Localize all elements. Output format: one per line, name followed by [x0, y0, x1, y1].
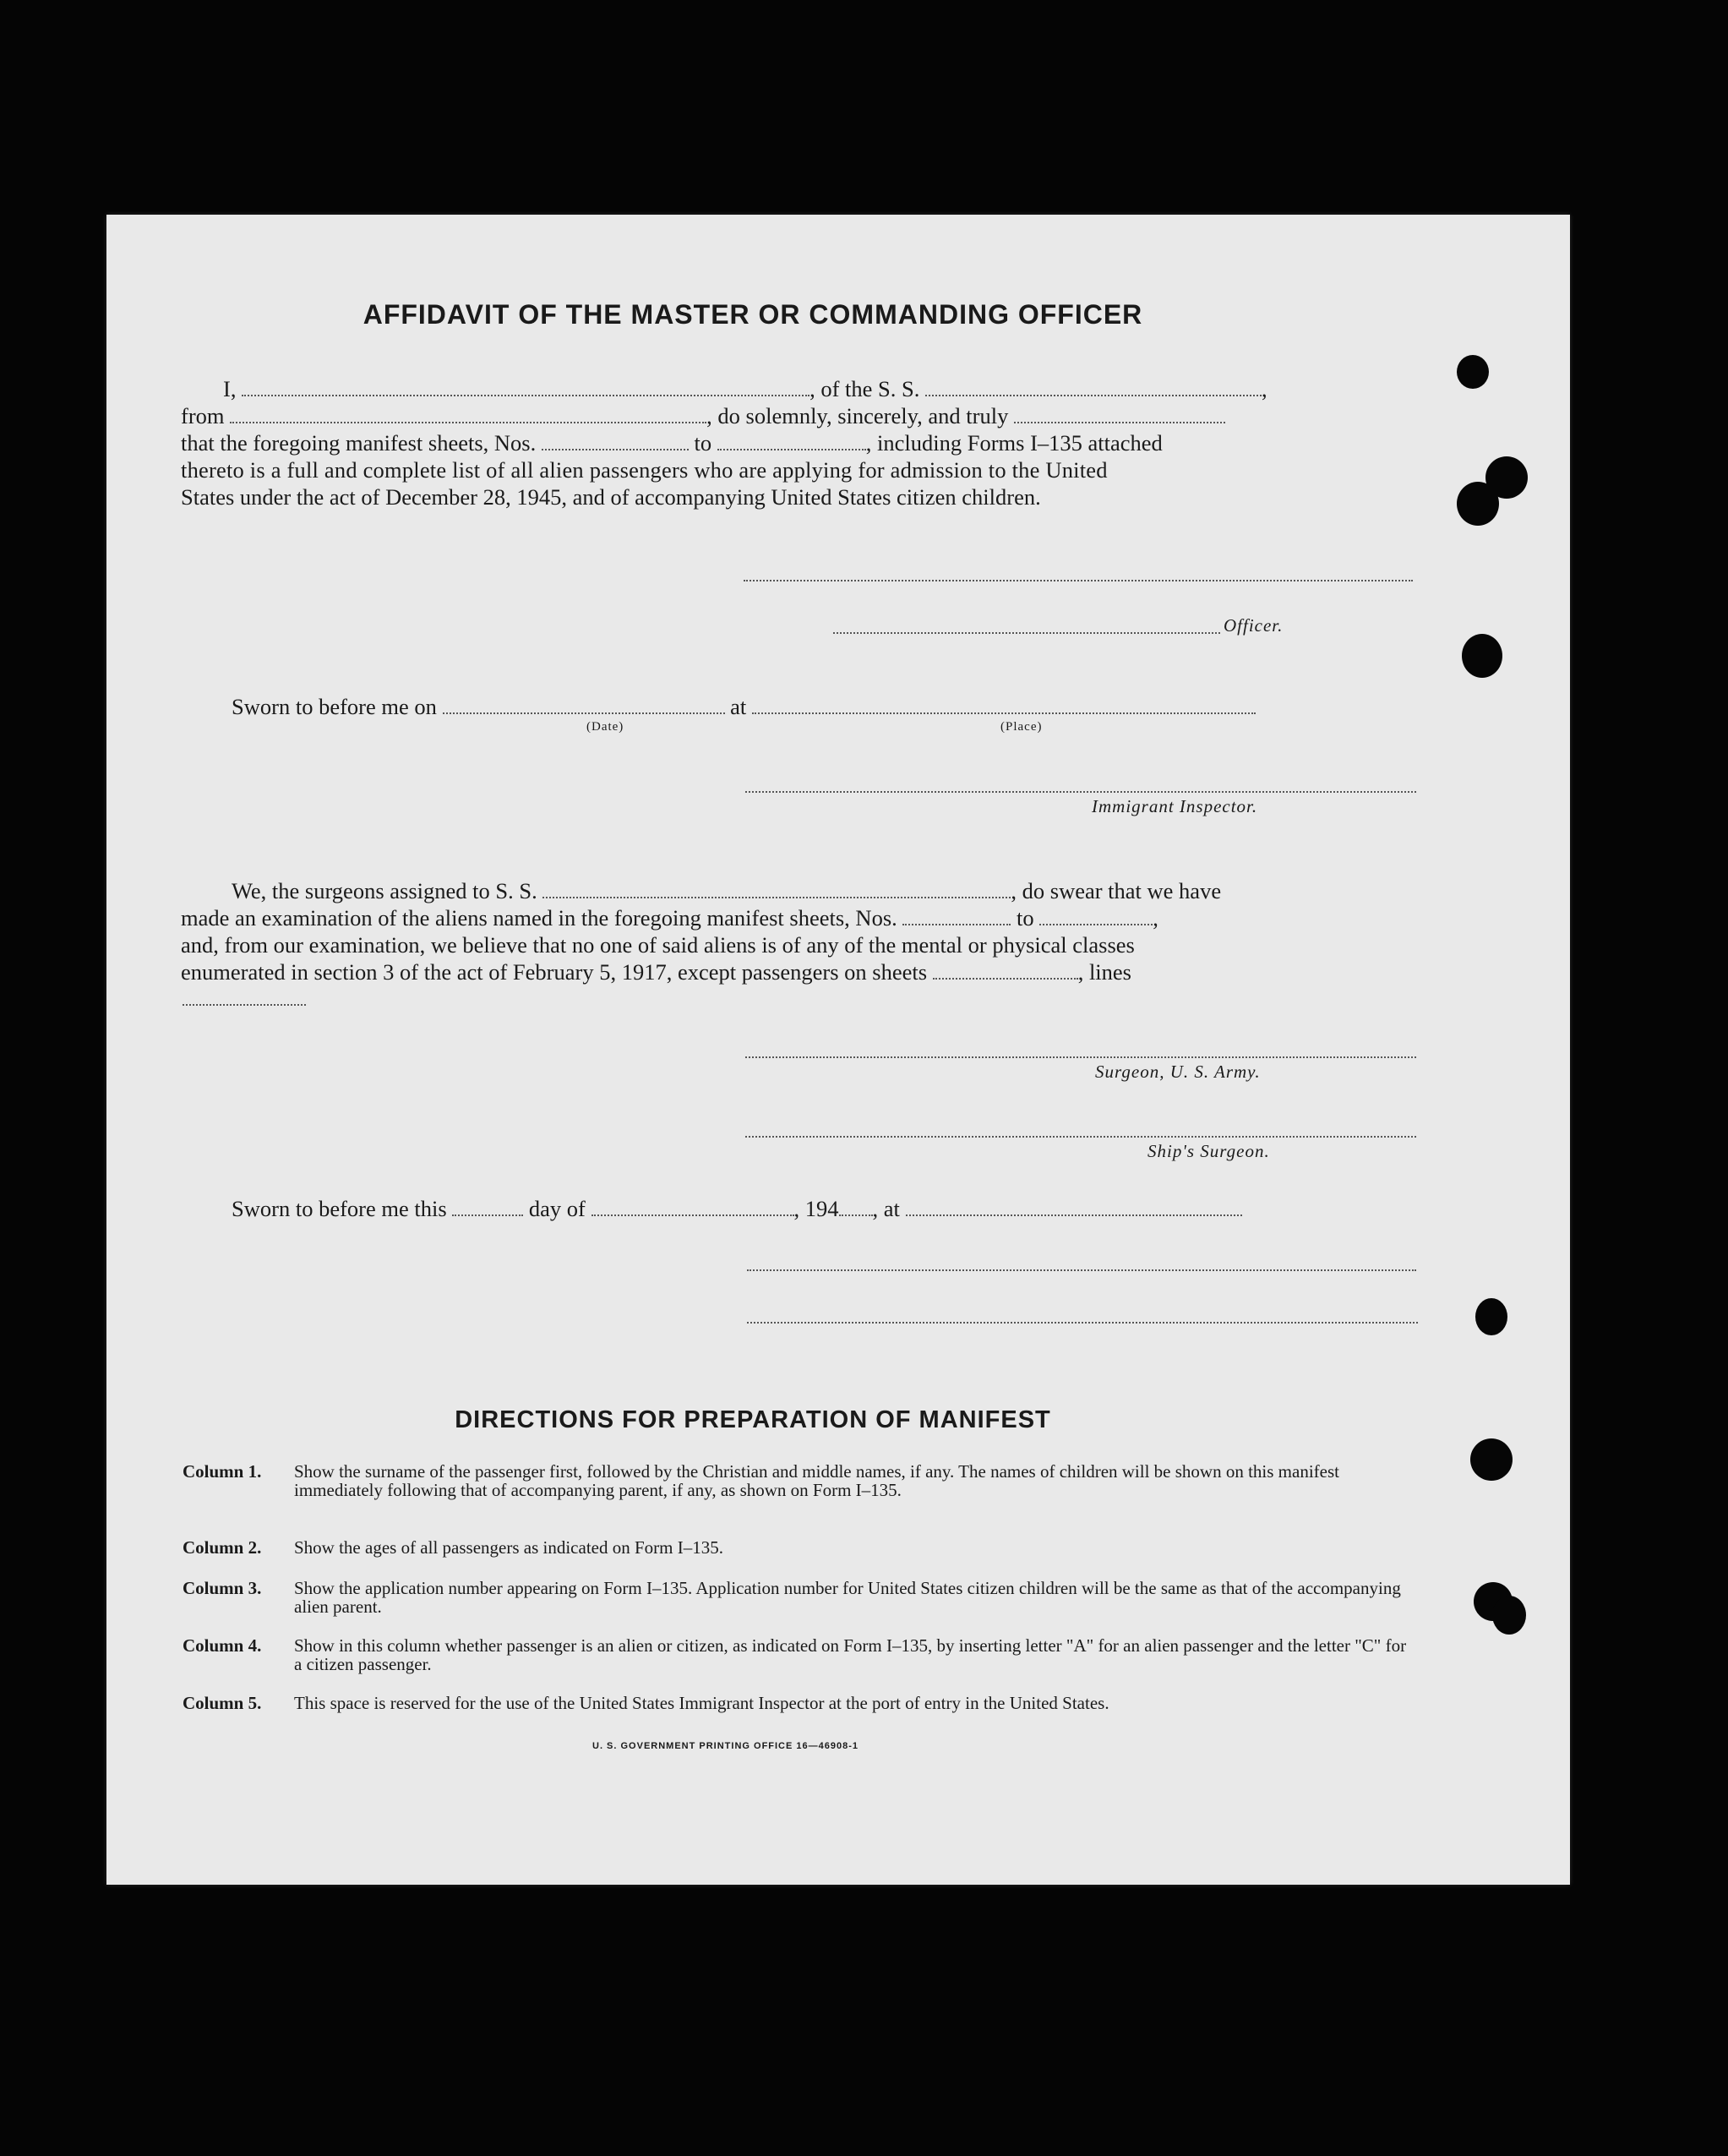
- surgeon-sheet-to-field[interactable]: [1039, 907, 1153, 925]
- place-field[interactable]: [752, 696, 1256, 714]
- signature-line[interactable]: [747, 1269, 1416, 1271]
- sheet-from-field[interactable]: [542, 432, 689, 450]
- punch-hole: [1470, 1438, 1513, 1481]
- date-caption: (Date): [586, 720, 624, 734]
- sworn-text: day of: [528, 1196, 586, 1221]
- oath-field[interactable]: [1014, 405, 1225, 423]
- ship-surgeon-label: Ship's Surgeon.: [1147, 1141, 1270, 1161]
- column-label: Column 5.: [183, 1693, 262, 1713]
- officer-signature-line[interactable]: [833, 632, 1220, 634]
- affidavit-text: , of the S. S.: [809, 376, 920, 401]
- surgeon-ship-field[interactable]: [542, 880, 1011, 898]
- punch-hole: [1475, 1298, 1507, 1335]
- affidavit-text: , do solemnly, sincerely, and truly: [706, 403, 1009, 428]
- affidavit-text: , including Forms I–135 attached: [865, 430, 1163, 456]
- affidavit-line-3: [181, 429, 1163, 456]
- surgeons-text: made an examination of the aliens named in the foregoing manifest sheets, Nos.: [181, 905, 897, 931]
- lines-field[interactable]: [183, 1004, 306, 1006]
- sworn-text: Sworn to before me on: [232, 694, 437, 719]
- affidavit-title: AFFIDAVIT OF THE MASTER OR COMMANDING OFFICER: [362, 299, 1143, 330]
- sheet-to-field[interactable]: [717, 432, 866, 450]
- affidavit-text: I,: [223, 376, 237, 401]
- affidavit-text: that the foregoing manifest sheets, Nos.: [181, 430, 537, 456]
- surgeons-text: to: [1017, 905, 1034, 931]
- column-text: Show in this column whether passenger is an alien or citizen, as indicated on Form I–135, by inserting letter "A" for an alien passenger and the letter "C" for a citizen passenger.: [294, 1635, 1407, 1674]
- affidavit-line-4: thereto is a full and complete list of all alien passengers who are applying for admission to the United: [181, 457, 1108, 483]
- surgeons-text: , do swear that we have: [1011, 878, 1222, 903]
- port-from-field[interactable]: [230, 405, 706, 423]
- army-surgeon-signature-line[interactable]: [745, 1056, 1416, 1058]
- punch-hole: [1457, 355, 1489, 389]
- surgeon-sheet-from-field[interactable]: [902, 907, 1011, 925]
- column-label: Column 4.: [183, 1635, 262, 1656]
- directions-title: DIRECTIONS FOR PREPARATION OF MANIFEST: [455, 1406, 1051, 1433]
- surgeons-text: We, the surgeons assigned to S. S.: [232, 878, 537, 903]
- month-field[interactable]: [591, 1198, 794, 1216]
- army-surgeon-label: Surgeon, U. S. Army.: [1095, 1062, 1261, 1082]
- sworn-line-2: [232, 1195, 1242, 1222]
- affidavit-text: from: [181, 403, 225, 428]
- surgeons-text: ,: [1153, 905, 1158, 931]
- column-text: Show the application number appearing on Form I–135. Application number for United States citizen children will be the same as that of the accompanying alien parent.: [294, 1578, 1401, 1617]
- punch-hole: [1457, 482, 1499, 526]
- surgeons-text: enumerated in section 3 of the act of February 5, 1917, except passengers on sheets: [181, 959, 928, 985]
- affidavit-line-5: States under the act of December 28, 1945, and of accompanying United States citizen children.: [181, 484, 1041, 510]
- sworn-text: , 194: [793, 1196, 839, 1221]
- year-field[interactable]: [839, 1198, 873, 1216]
- master-name-field[interactable]: [242, 378, 809, 396]
- punch-hole: [1492, 1596, 1526, 1635]
- except-sheets-field[interactable]: [933, 961, 1078, 980]
- signature-line[interactable]: [747, 1322, 1418, 1324]
- column-text: Show the surname of the passenger first, followed by the Christian and middle names, if any. The names of children will be shown on this manifest immediately following that of accompanying parent, if any, as shown on Form I–135.: [294, 1461, 1339, 1500]
- column-label: Column 2.: [183, 1537, 262, 1558]
- punch-hole: [1462, 634, 1502, 678]
- signature-line[interactable]: [744, 580, 1413, 581]
- printing-office-footer: U. S. GOVERNMENT PRINTING OFFICE 16—46908-1: [592, 1741, 859, 1751]
- form-sheet: [106, 215, 1570, 1885]
- column-text: This space is reserved for the use of the United States Immigrant Inspector at the port of entry in the United States.: [294, 1693, 1109, 1713]
- day-field[interactable]: [452, 1198, 523, 1216]
- column-label: Column 1.: [183, 1461, 262, 1482]
- surgeons-line-1: [232, 877, 1221, 904]
- column-text: Show the ages of all passengers as indicated on Form I–135.: [294, 1537, 723, 1558]
- affidavit-text: to: [694, 430, 712, 456]
- sworn-text: Sworn to before me this: [232, 1196, 447, 1221]
- inspector-label: Immigrant Inspector.: [1092, 796, 1258, 816]
- ship-surgeon-signature-line[interactable]: [745, 1136, 1416, 1138]
- sworn-line-1: [232, 693, 1256, 720]
- affidavit-line-2: [181, 402, 1225, 429]
- sworn-text: at: [730, 694, 747, 719]
- inspector-signature-line[interactable]: [745, 791, 1416, 793]
- ship-name-field[interactable]: [925, 378, 1262, 396]
- sworn-place-field[interactable]: [906, 1198, 1242, 1216]
- affidavit-text: ,: [1262, 376, 1267, 401]
- officer-label: Officer.: [1224, 615, 1284, 636]
- surgeons-line-3: and, from our examination, we believe that no one of said aliens is of any of the mental or physical classes: [181, 932, 1135, 958]
- surgeons-line-2: [181, 904, 1158, 931]
- sworn-text: , at: [872, 1196, 900, 1221]
- place-caption: (Place): [1000, 720, 1043, 734]
- surgeons-text: , lines: [1077, 959, 1131, 985]
- surgeons-line-4: [181, 958, 1131, 985]
- date-field[interactable]: [443, 696, 725, 714]
- column-label: Column 3.: [183, 1578, 262, 1598]
- affidavit-line-1: [223, 375, 1267, 402]
